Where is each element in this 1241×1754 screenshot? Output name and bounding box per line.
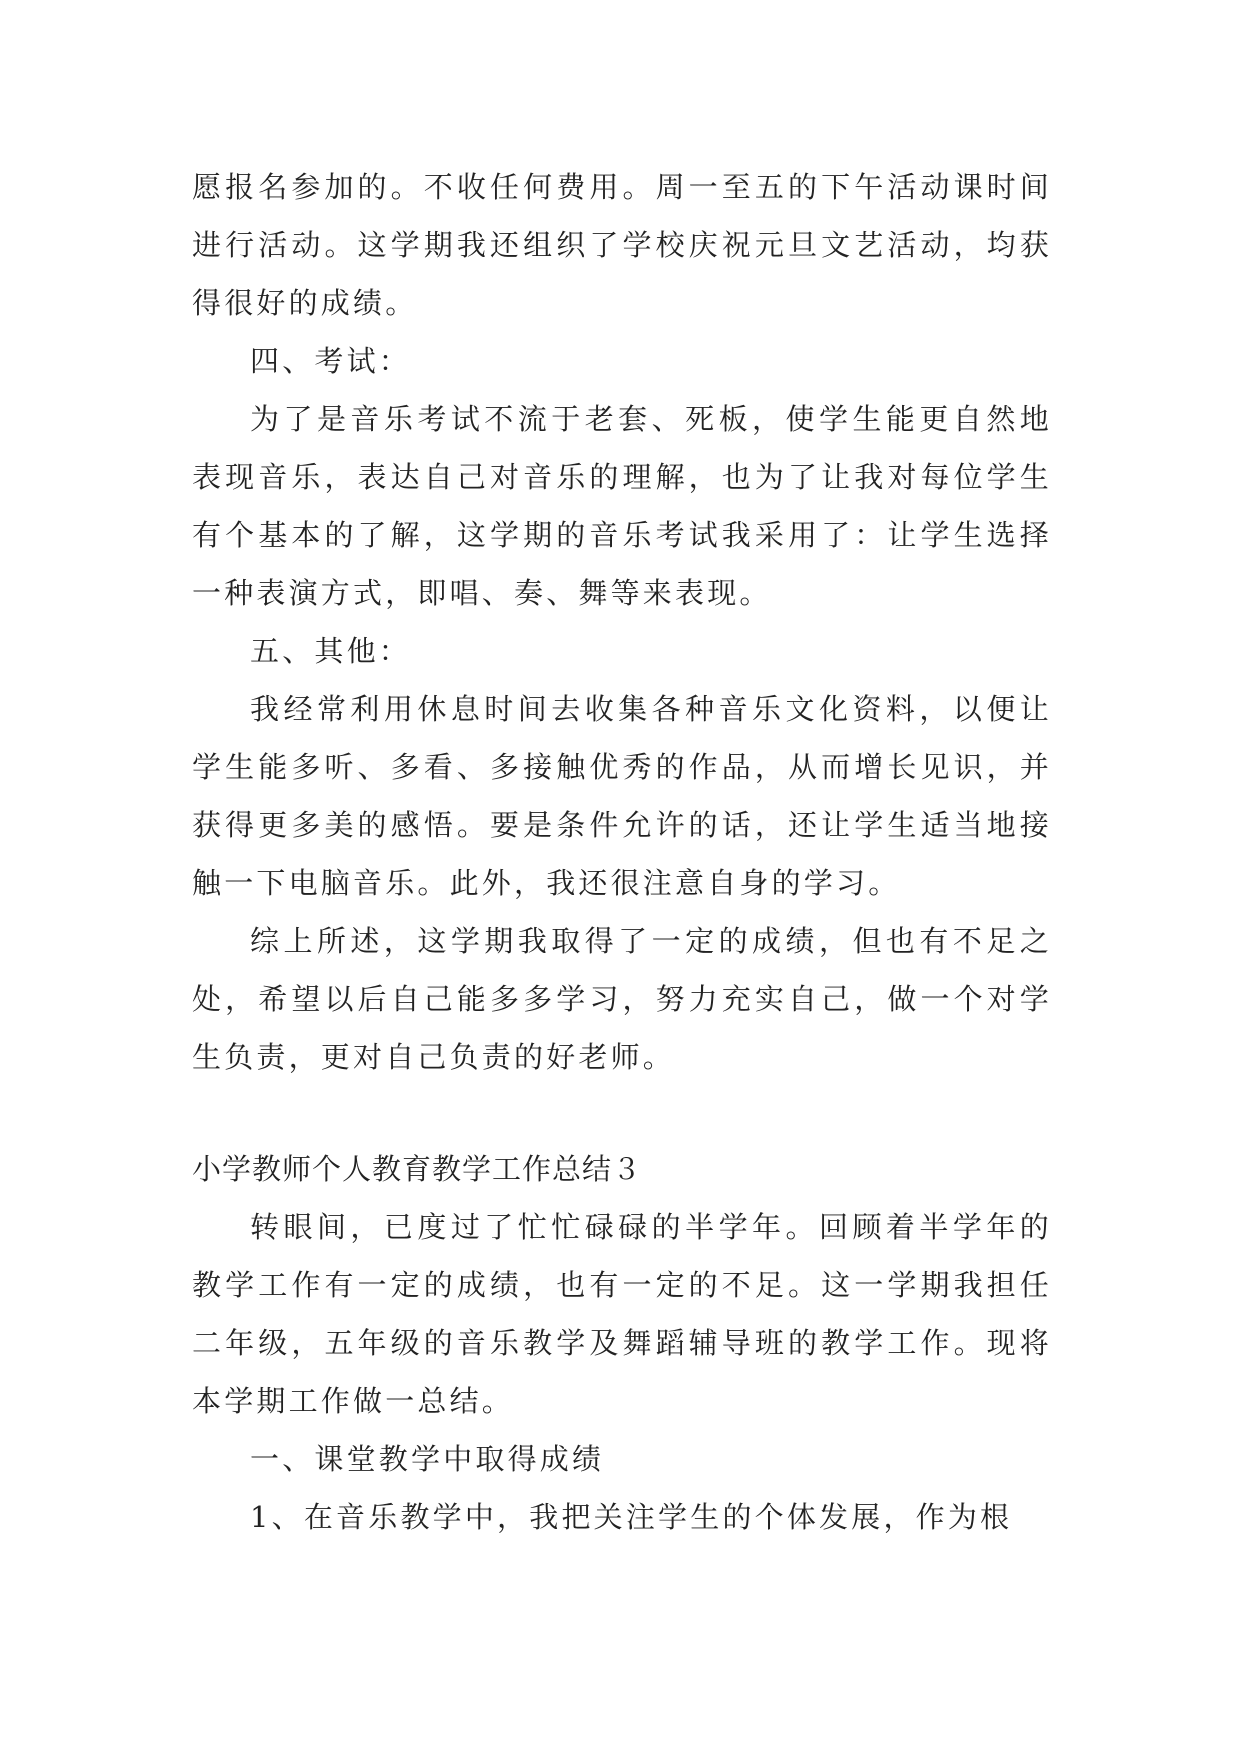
heading-classroom-teaching: 一、课堂教学中取得成绩 <box>250 1442 605 1476</box>
heading-exam: 四、考试： <box>250 344 412 378</box>
heading-other: 五、其他： <box>250 634 412 668</box>
paragraph-summary: 综上所述，这学期我取得了一定的成绩，但也有不足之处，希望以后自己能多多学习，努力充实自己，做一个对学生负责，更对自己负责的好老师。 <box>192 924 1052 1074</box>
paragraph-other: 我经常利用休息时间去收集各种音乐文化资料，以便让学生能多听、多看、多接触优秀的作品，从而增长见识，并获得更多美的感悟。要是条件允许的话，还让学生适当地接触一下电脑音乐。此外，我还很注意自身的学习。 <box>192 692 1052 900</box>
paragraph-continuation: 愿报名参加的。不收任何费用。周一至五的下午活动课时间进行活动。这学期我还组织了学校庆祝元旦文艺活动，均获得很好的成绩。 <box>192 170 1052 320</box>
paragraph-exam: 为了是音乐考试不流于老套、死板，使学生能更自然地表现音乐，表达自己对音乐的理解，也为了让我对每位学生有个基本的了解，这学期的音乐考试我采用了：让学生选择一种表演方式，即唱、奏、舞等来表现。 <box>192 402 1052 610</box>
paragraph-item-1: 1、在音乐教学中，我把关注学生的个体发展，作为根 <box>250 1500 1013 1534</box>
document-page <box>192 158 1052 1546</box>
paragraph-intro: 转眼间，已度过了忙忙碌碌的半学年。回顾着半学年的教学工作有一定的成绩，也有一定的不足。这一学期我担任二年级，五年级的音乐教学及舞蹈辅导班的教学工作。现将本学期工作做一总结。 <box>192 1210 1052 1418</box>
section-title: 小学教师个人教育教学工作总结３ <box>192 1152 643 1186</box>
